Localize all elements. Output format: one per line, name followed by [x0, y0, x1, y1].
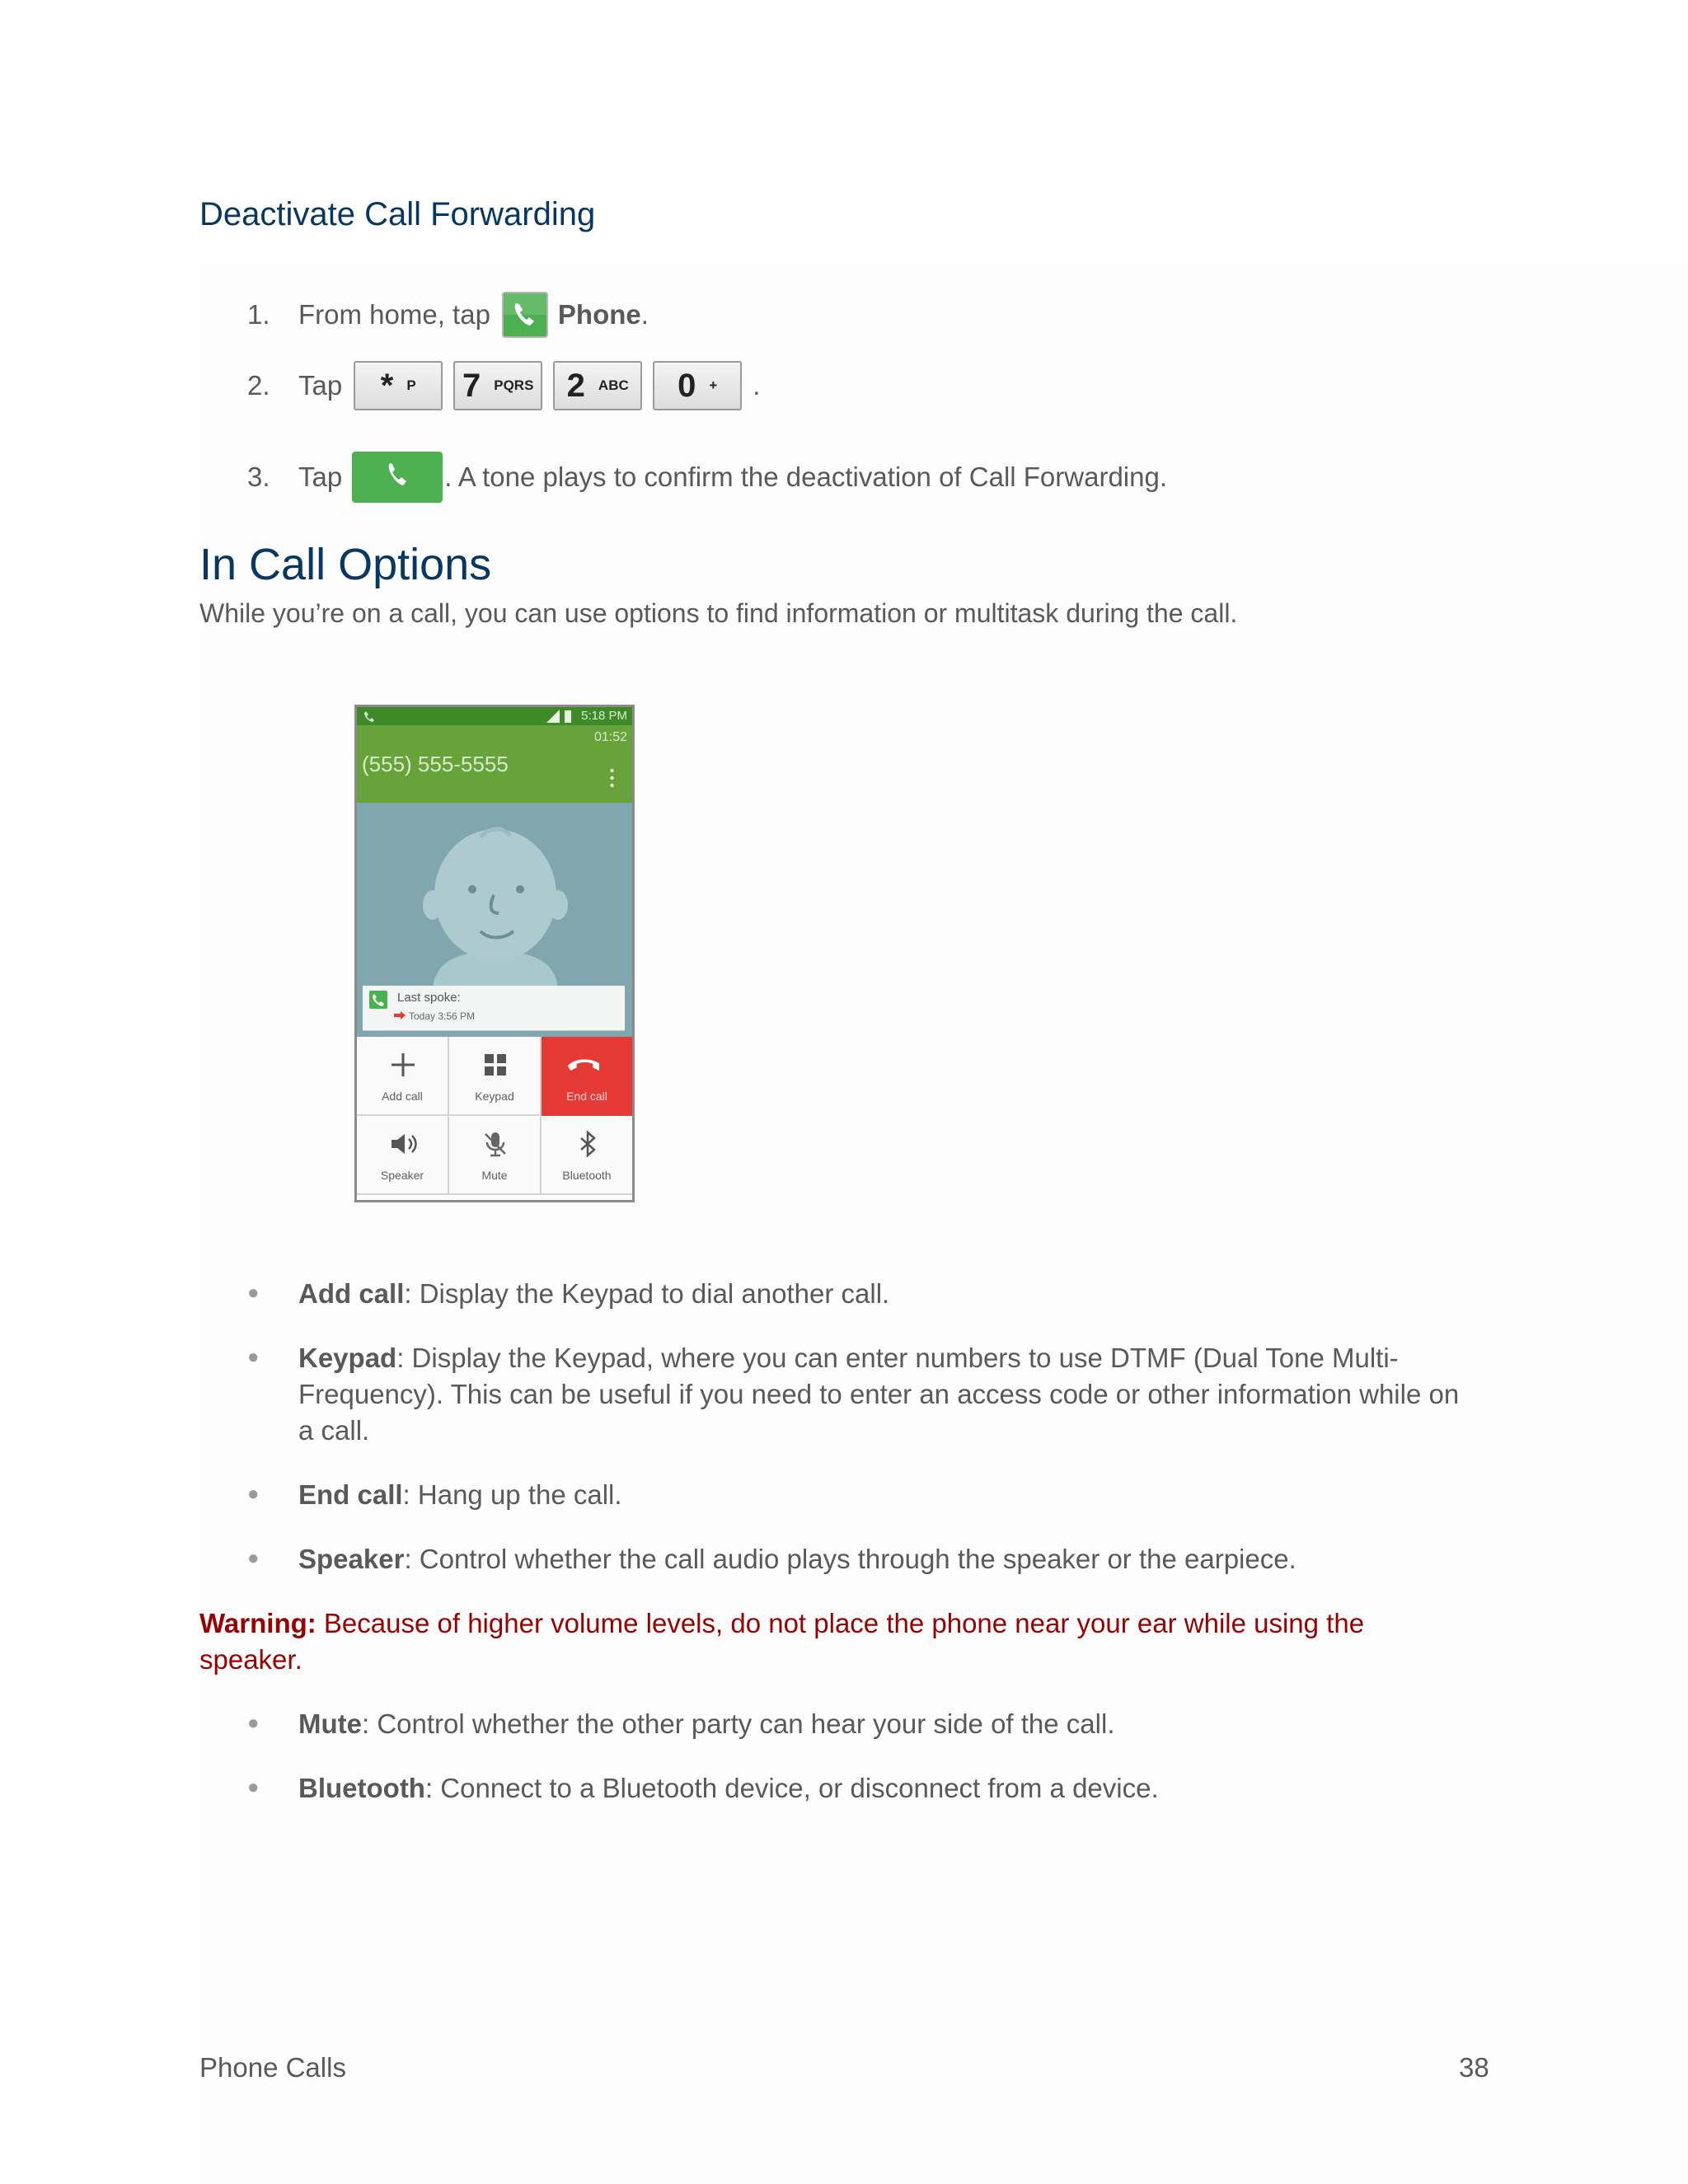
step-1: 1. From home, tap Phone . — [247, 292, 649, 338]
bullet-end-call: ● End call: Hang up the call. — [247, 1479, 622, 1510]
step-text: Tap — [298, 370, 343, 401]
caller-number: (555) 555-5555 — [362, 752, 509, 776]
bullet-icon: ● — [247, 1776, 260, 1799]
key-0-button: 0 + — [653, 361, 742, 410]
bullet-speaker: ● Speaker: Control whether the call audio plays through the speaker or the earpiece. — [247, 1544, 1296, 1574]
bullet-icon: ● — [247, 1483, 260, 1506]
page-title: In Call Options — [199, 540, 492, 589]
bullet-icon: ● — [247, 1712, 260, 1735]
keypad-icon — [479, 1048, 512, 1081]
bullet-add-call: ● Add call: Display the Keypad to dial another call. — [247, 1278, 890, 1309]
status-bar — [357, 707, 632, 725]
key-2-button: 2 ABC — [553, 361, 642, 410]
phone-status-icon — [363, 710, 375, 722]
step-text: Tap — [298, 462, 343, 492]
mute-button[interactable]: Mute — [449, 1116, 542, 1195]
warning-label: Warning: — [199, 1608, 316, 1638]
bluetooth-icon — [571, 1127, 604, 1160]
contact-avatar-icon — [357, 803, 632, 992]
bullet-icon: ● — [247, 1547, 260, 1570]
intro-paragraph: While you’re on a call, you can use options to find information or multitask during the call. — [199, 598, 1238, 628]
key-star-button: * P — [354, 361, 443, 410]
bullet-keypad-line-3: a call. — [298, 1415, 370, 1446]
speaker-icon — [387, 1127, 420, 1160]
footer-page-number: 38 — [1459, 2052, 1489, 2083]
bullet-bluetooth: ● Bluetooth: Connect to a Bluetooth device, or disconnect from a device. — [247, 1773, 1159, 1803]
speaker-button[interactable]: Speaker — [357, 1116, 449, 1195]
end-call-button[interactable]: End call — [542, 1037, 634, 1116]
key-7-button: 7 PQRS — [453, 361, 542, 410]
footer-section-name: Phone Calls — [199, 2052, 346, 2083]
status-clock: 5:18 PM — [581, 709, 627, 723]
last-spoke-card — [363, 986, 625, 1031]
in-call-screenshot — [354, 705, 635, 1202]
step-number: 1. — [247, 299, 270, 330]
signal-battery-icon — [546, 710, 574, 723]
call-button-icon — [352, 452, 443, 503]
section-heading: Deactivate Call Forwarding — [199, 196, 596, 232]
bullet-keypad-line-2: Frequency). This can be useful if you need to enter an access code or other information while on — [298, 1379, 1460, 1409]
more-options-icon — [610, 768, 614, 788]
hang-up-icon — [566, 1048, 599, 1081]
add-call-button[interactable]: Add call — [357, 1037, 449, 1116]
phone-app-label: Phone — [557, 299, 641, 330]
step-3: 3. Tap . A tone plays to confirm the deactivation of Call Forwarding. — [247, 452, 1167, 503]
step-text: From home, tap — [298, 299, 490, 330]
call-controls — [357, 1037, 632, 1200]
step-2: 2. Tap * P 7 PQRS 2 ABC 0 + . — [247, 361, 760, 410]
step-number: 3. — [247, 462, 270, 492]
outgoing-arrow-icon — [394, 1011, 406, 1019]
phone-log-icon — [369, 991, 387, 1009]
warning-note: Warning: Because of higher volume levels, do not place the phone near your ear while using the — [199, 1608, 1365, 1638]
warning-note-line-2: speaker. — [199, 1644, 302, 1675]
bullet-mute: ● Mute: Control whether the other party can hear your side of the call. — [247, 1708, 1115, 1739]
phone-app-icon — [502, 292, 548, 338]
bluetooth-button[interactable]: Bluetooth — [542, 1116, 634, 1195]
last-spoke-time: Today 3:56 PM — [409, 1010, 476, 1022]
last-spoke-label: Last spoke: — [397, 991, 461, 1005]
bullet-icon: ● — [247, 1346, 260, 1369]
step-number: 2. — [247, 370, 270, 401]
microphone-off-icon — [479, 1127, 512, 1160]
bullet-icon: ● — [247, 1282, 260, 1305]
call-header — [357, 725, 632, 803]
bullet-keypad: ● Keypad: Display the Keypad, where you can enter numbers to use DTMF (Dual Tone Multi- — [247, 1343, 1399, 1373]
keypad-button[interactable]: Keypad — [449, 1037, 542, 1116]
call-duration: 01:52 — [593, 730, 627, 744]
plus-icon — [387, 1048, 420, 1081]
